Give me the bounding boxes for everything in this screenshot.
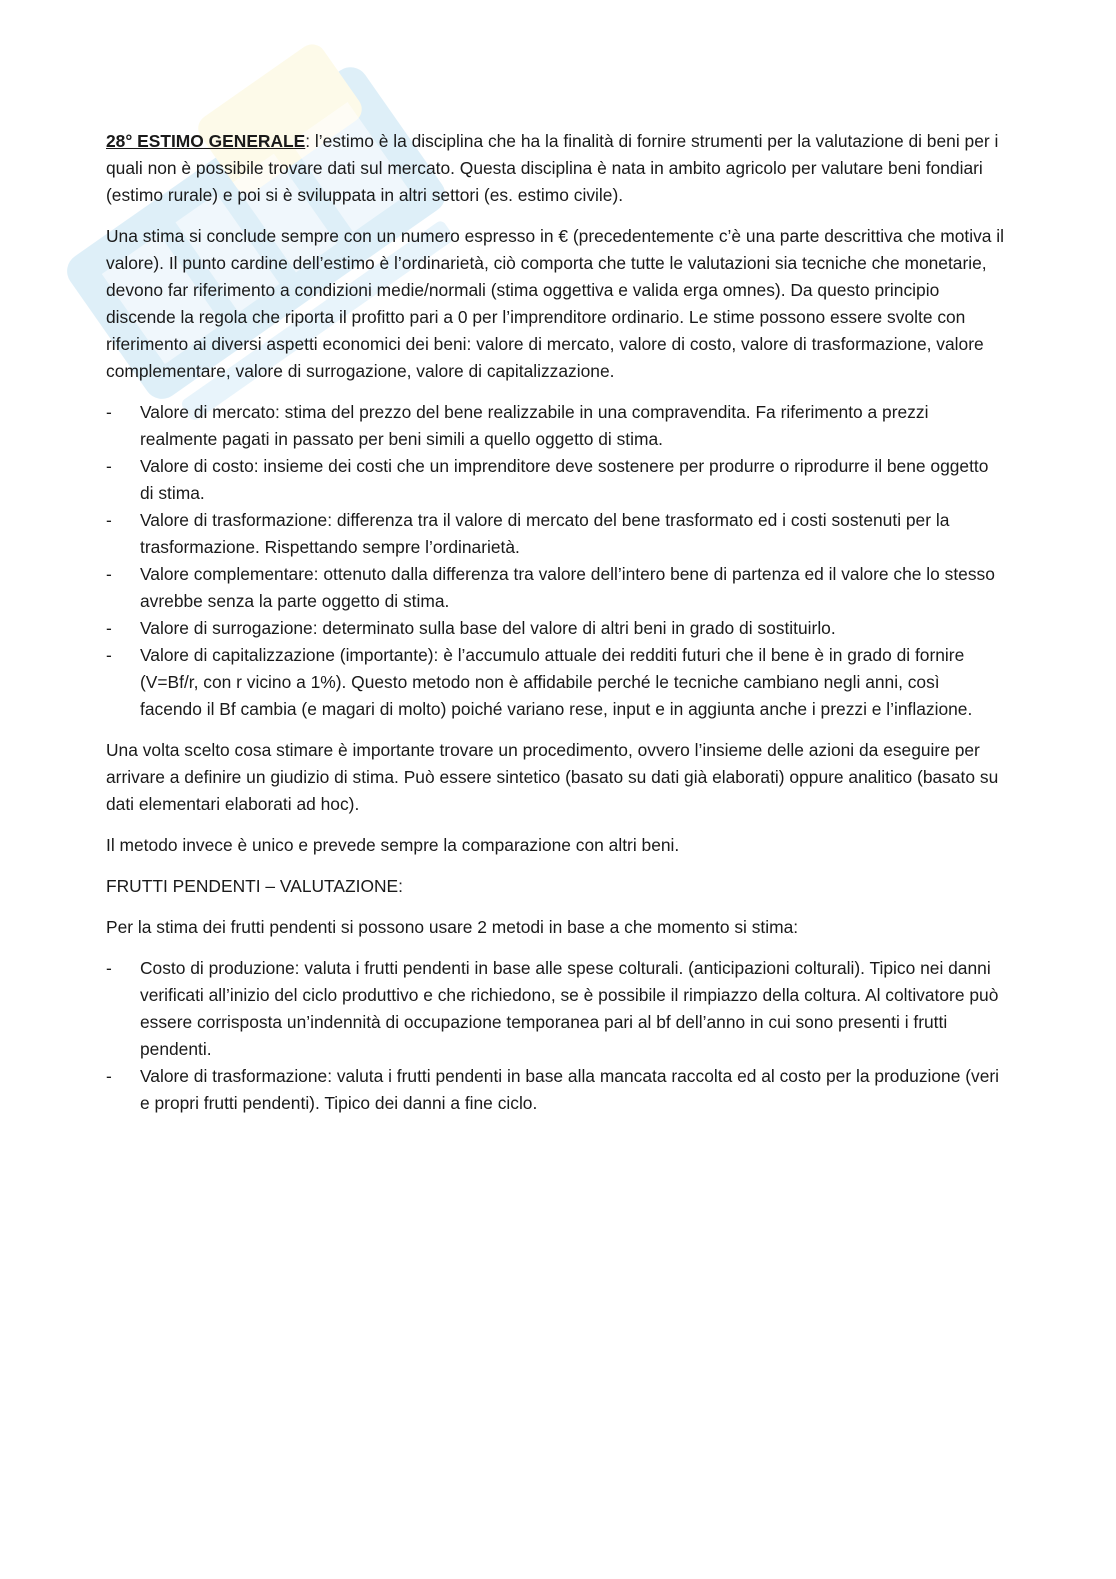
method-paragraph: Il metodo invece è unico e prevede sempre la comparazione con altri beni. (106, 835, 680, 855)
list-item-text: Valore di surrogazione: determinato sulla base del valore di altri beni in grado di sostituirlo. (140, 618, 836, 638)
values-list (106, 399, 1006, 723)
dash-bullet: - (106, 645, 112, 665)
list-item-text: Costo di produzione: valuta i frutti pendenti in base alle spese colturali. (anticipazioni colturali). Tipico nei danni verificati all’inizio del ciclo produttivo e che richiedono, se è possibile il rimpiazzo della coltura. Al coltivatore può essere corrisposta un’indennità di occupazione temporanea pari al bf dell’anno in cui sono presenti i frutti pendenti. (140, 958, 999, 1059)
dash-bullet: - (106, 510, 112, 530)
list-item-text: Valore di trasformazione: valuta i frutti pendenti in base alla mancata raccolta ed al costo per la produzione (veri e propri frutti pendenti). Tipico dei danni a fine ciclo. (140, 1066, 1000, 1113)
dash-bullet: - (106, 564, 112, 584)
list-item (106, 453, 1006, 507)
list-item (106, 642, 1006, 723)
dash-bullet: - (106, 456, 112, 476)
fruits-intro-paragraph: Per la stima dei frutti pendenti si possono usare 2 metodi in base a che momento si stima: (106, 917, 799, 937)
document-body (106, 128, 1006, 1131)
procedure-paragraph: Una volta scelto cosa stimare è importante trovare un procedimento, ovvero l’insieme delle azioni da eseguire per arrivare a definire un giudizio di stima. Può essere sintetico (basato su dati già elaborati) oppure analitico (basato su dati elementari elaborati ad hoc). (106, 740, 999, 814)
list-item (106, 955, 1006, 1063)
fruits-list (106, 955, 1006, 1117)
section-title: FRUTTI PENDENTI – VALUTAZIONE: (106, 876, 403, 896)
dash-bullet: - (106, 1066, 112, 1086)
list-item (106, 561, 1006, 615)
list-item-text: Valore di mercato: stima del prezzo del bene realizzabile in una compravendita. Fa riferimento a prezzi realmente pagati in passato per beni simili a quello oggetto di stima. (140, 402, 929, 449)
ordinarieta-paragraph: Una stima si conclude sempre con un numero espresso in € (precedentemente c’è una parte descrittiva che motiva il valore). Il punto cardine dell’estimo è l’ordinarietà, ciò comporta che tutte le valutazioni sia tecniche che monetarie, devono far riferimento a condizioni medie/normali (stima oggettiva e valida erga omnes). Da questo principio discende la regola che riporta il profitto pari a 0 per l’imprenditore ordinario. Le stime possono essere svolte con riferimento ai diversi aspetti economici dei beni: valore di mercato, valore di costo, valore di trasformazione, valore complementare, valore di surrogazione, valore di capitalizzazione. (106, 226, 1005, 381)
list-item-text: Valore di costo: insieme dei costi che un imprenditore deve sostenere per produrre o riprodurre il bene oggetto di stima. (140, 456, 989, 503)
dash-bullet: - (106, 618, 112, 638)
list-item (106, 615, 1006, 642)
list-item (106, 507, 1006, 561)
dash-bullet: - (106, 958, 112, 978)
list-item (106, 1063, 1006, 1117)
list-item (106, 399, 1006, 453)
list-item-text: Valore di capitalizzazione (importante): è l’accumulo attuale dei redditi futuri che il bene è in grado di fornire (V=Bf/r, con r vicino a 1%). Questo metodo non è affidabile perché le tecniche cambiano negli anni, così facendo il Bf cambia (e magari di molto) poiché variano rese, input e in aggiunta anche i prezzi e l’inflazione. (140, 645, 973, 719)
intro-paragraph (106, 128, 1006, 209)
list-item-text: Valore di trasformazione: differenza tra il valore di mercato del bene trasformato ed i costi sostenuti per la trasformazione. Rispettando sempre l’ordinarietà. (140, 510, 950, 557)
list-item-text: Valore complementare: ottenuto dalla differenza tra valore dell’intero bene di partenza ed il valore che lo stesso avrebbe senza la parte oggetto di stima. (140, 564, 995, 611)
dash-bullet: - (106, 402, 112, 422)
intro-text: : l’estimo è la disciplina che ha la finalità di fornire strumenti per la valutazione di beni per i quali non è possibile trovare dati sul mercato. Questa disciplina è nata in ambito agricolo per valutare beni fondiari (estimo rurale) e poi si è sviluppata in altri settori (es. estimo civile). (106, 131, 999, 205)
section-heading: 28° ESTIMO GENERALE (106, 131, 306, 151)
